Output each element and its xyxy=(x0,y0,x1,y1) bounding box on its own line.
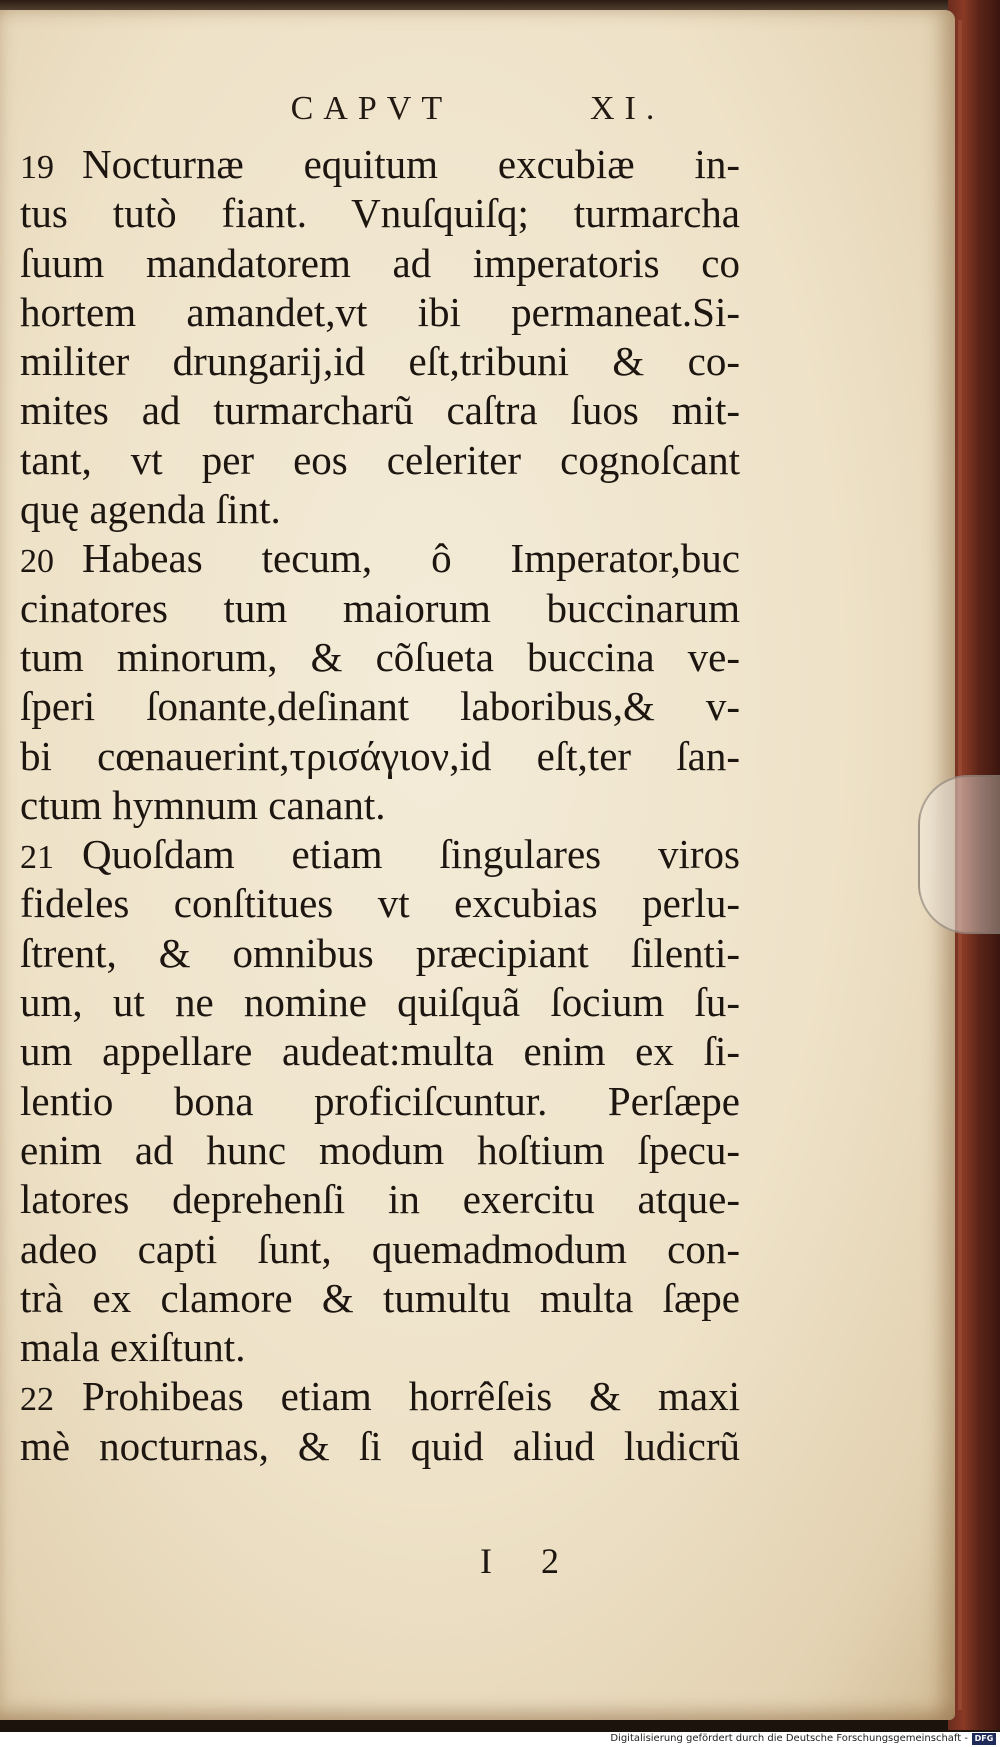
line-text: tant, vt per eos celeriter cognoſcant xyxy=(20,436,740,483)
text-line xyxy=(20,239,740,288)
text-line xyxy=(20,879,740,928)
text-line xyxy=(20,682,740,731)
line-text: quę agenda ſint. xyxy=(20,486,281,533)
line-text: militer drungarij,id eſt,tribuni & co- xyxy=(20,338,740,385)
line-text: mè nocturnas, & ſi quid aliud ludicrũ xyxy=(20,1422,740,1469)
text-line xyxy=(20,584,740,633)
line-text: enim ad hunc modum hoſtium ſpecu- xyxy=(20,1126,740,1173)
signature-mark: I 2 xyxy=(480,1541,579,1581)
text-line xyxy=(20,732,740,781)
text-line xyxy=(20,485,740,534)
line-text: tus tutò fiant. Vnuſquiſq; turmarcha xyxy=(20,190,740,237)
text-line xyxy=(20,978,740,1027)
line-text: fideles conſtitues vt excubias perlu- xyxy=(20,880,740,927)
line-text: ctum hymnum canant. xyxy=(20,781,386,828)
line-text: um, ut ne nomine quiſquã ſocium ſu- xyxy=(20,979,740,1026)
text-line xyxy=(20,189,740,238)
line-text: mites ad turmarcharũ caſtra ſuos mit- xyxy=(20,387,740,434)
line-text: Quoſdam etiam ſingulares viros xyxy=(82,831,740,878)
line-text: Habeas tecum, ô Imperator,buc xyxy=(82,535,740,582)
text-line xyxy=(20,436,740,485)
text-line xyxy=(20,929,740,978)
line-text: ſuum mandatorem ad imperatoris co xyxy=(20,239,740,286)
text-line xyxy=(20,1126,740,1175)
line-text: ſperi ſonante,deſinant laboribus,& v- xyxy=(20,683,740,730)
line-text: latores deprehenſi in exercitu atque- xyxy=(20,1176,740,1223)
line-text: mala exiſtunt. xyxy=(20,1324,246,1371)
text-line xyxy=(20,288,740,337)
text-line xyxy=(20,633,740,682)
paragraph-number: 20 xyxy=(20,543,54,581)
text-line xyxy=(20,1027,740,1076)
line-text: Prohibeas etiam horrêſeis & maxi xyxy=(82,1373,740,1420)
text-line xyxy=(20,1422,740,1471)
line-text: ſtrent, & omnibus præcipiant ſilenti- xyxy=(20,929,740,976)
book-page xyxy=(0,10,955,1720)
running-head xyxy=(0,90,955,128)
text-line xyxy=(20,534,740,583)
text-line xyxy=(20,337,740,386)
running-head-chapter: XI. xyxy=(589,90,665,127)
paragraph-number: 21 xyxy=(20,839,54,877)
paragraph-number: 22 xyxy=(20,1381,54,1419)
text-line xyxy=(20,1175,740,1224)
line-text: trà ex clamore & tumultu multa ſæpe xyxy=(20,1274,740,1321)
line-text: adeo capti ſunt, quemadmodum con- xyxy=(20,1225,740,1272)
text-line xyxy=(20,1077,740,1126)
paragraph-number: 19 xyxy=(20,149,54,186)
text-line xyxy=(20,140,740,189)
running-head-title: CAPVT xyxy=(290,90,452,127)
line-text: lentio bona proficiſcuntur. Perſæpe xyxy=(20,1077,740,1124)
page-holder-clip xyxy=(918,775,1000,934)
dfg-logo: DFG xyxy=(972,1733,996,1745)
text-line xyxy=(20,1372,740,1421)
line-text: hortem amandet,vt ibi permaneat.Si- xyxy=(20,288,740,335)
line-text: bi cœnauerint,τρισάγιον,id eſt,ter ſan- xyxy=(20,732,740,779)
line-text: Nocturnæ equitum excubiæ in- xyxy=(82,141,740,187)
text-line xyxy=(20,1323,740,1372)
text-line xyxy=(20,386,740,435)
text-line xyxy=(20,781,740,830)
text-line xyxy=(20,830,740,879)
line-text: um appellare audeat:multa enim ex ſi- xyxy=(20,1028,740,1075)
line-text: cinatores tum maiorum buccinarum xyxy=(20,584,740,631)
text-line xyxy=(20,1225,740,1274)
text-line xyxy=(20,1274,740,1323)
digitization-credit: Digitalisierung gefördert durch die Deutsche Forschungsgemeinschaft - xyxy=(610,1733,968,1744)
body-text xyxy=(20,140,740,1471)
line-text: tum minorum, & cõſueta buccina ve- xyxy=(20,633,740,680)
